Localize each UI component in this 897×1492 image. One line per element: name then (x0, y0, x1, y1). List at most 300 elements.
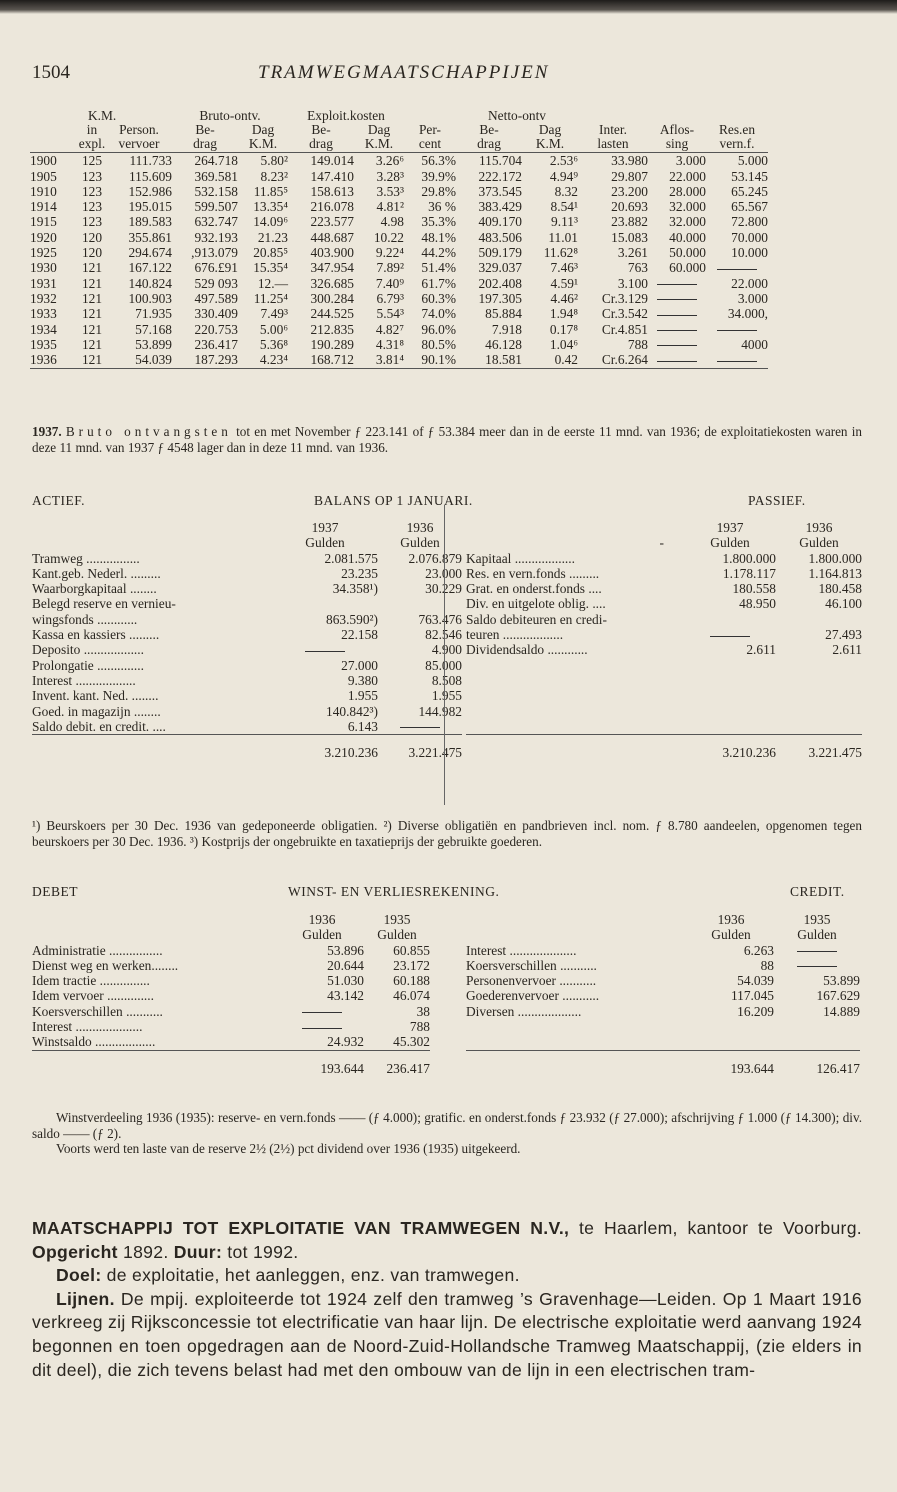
stats-cell: 15.083 (611, 229, 648, 245)
stats-cell: 448.687 (310, 229, 354, 245)
year-cell: 1925 (30, 245, 57, 261)
ledger-value: 2.611 (832, 642, 862, 658)
doel-text: de exploitatie, het aanleggen, enz. van tramwegen. (101, 1265, 520, 1286)
dash-mark (657, 284, 697, 285)
stats-cell: 0.17⁸ (549, 321, 578, 337)
year-cell: 1914 (30, 199, 57, 215)
column-header: Person. (119, 122, 159, 138)
ledger-value: 16.209 (737, 1003, 774, 1019)
dash-mark (717, 330, 757, 331)
ledger-value: 2.081.575 (324, 550, 378, 566)
winst-credit-heading: CREDIT. (790, 884, 845, 899)
credit-total-1936: 193.644 (688, 1050, 774, 1076)
unit-col: Gulden (797, 927, 837, 943)
stats-cell (648, 352, 706, 367)
unit-col: Gulden (711, 927, 751, 943)
ledger-value: 763.476 (418, 611, 462, 627)
stats-cell: 10.000 (731, 245, 768, 261)
ledger-row (32, 612, 462, 627)
stats-cell: Cr.3.129 (601, 290, 648, 306)
stats-cell: 147.410 (310, 168, 354, 184)
stats-cell: 121 (81, 352, 103, 368)
stats-cell: 11.62⁸ (543, 245, 578, 261)
ledger-value: 1.164.813 (808, 565, 862, 581)
year-cell: 1932 (30, 290, 57, 306)
stats-cell: 22.000 (669, 168, 706, 184)
stats-cell: 187.293 (194, 352, 238, 368)
stats-cell: 21.23 (257, 229, 288, 245)
year-cell: 1915 (30, 214, 57, 230)
balans-title: BALANS OP 1 JANUARI. (314, 493, 473, 508)
ledger-value: 51.030 (327, 973, 364, 989)
stats-cell: 8.32 (554, 183, 578, 199)
year-col: 1935 (383, 912, 411, 927)
running-title: TRAMWEGMAATSCHAPPIJEN (258, 62, 550, 83)
ledger-value (774, 943, 860, 958)
ledger-value: 1.800.000 (808, 550, 862, 566)
dash-mark (657, 315, 697, 316)
stats-cell: 22.000 (731, 275, 768, 291)
ledger-value: 22.158 (341, 627, 378, 643)
stats-body (30, 153, 768, 368)
stats-cell (648, 306, 706, 321)
ledger-value: 38 (416, 1003, 430, 1019)
stats-cell: 4.81² (376, 199, 404, 215)
stats-cell: 54.039 (135, 352, 172, 368)
ledger-label: Dividendsaldo ............ (466, 642, 588, 658)
stats-cell: 4000 (741, 336, 768, 352)
stats-cell: 8.23² (260, 168, 288, 184)
stats-cell: 29.807 (611, 168, 648, 184)
note-label: Bruto ontvangsten (65, 424, 232, 439)
winst-debet-heading: DEBET (32, 884, 78, 899)
stats-cell: 326.685 (310, 275, 354, 291)
ledger-row (466, 988, 860, 1003)
year-cell: 1934 (30, 321, 57, 337)
stats-cell: 32.000 (669, 214, 706, 230)
unit-col: Gulden (400, 535, 440, 551)
stats-row (30, 260, 768, 275)
stats-cell: 532.158 (194, 183, 238, 199)
ledger-label: wingsfonds ............ (32, 611, 138, 627)
column-header: drag (477, 136, 501, 152)
stats-cell: 140.824 (128, 275, 172, 291)
ledger-label: Prolongatie .............. (32, 657, 144, 673)
column-header: Be- (311, 122, 331, 138)
stats-cell: 4.94⁹ (549, 168, 578, 184)
stats-cell: 14.09⁶ (253, 214, 288, 230)
balans-passief-table (466, 520, 862, 760)
stats-cell: 65.567 (731, 199, 768, 215)
column-header: in (86, 122, 98, 138)
group-netto: Netto-ontv (487, 108, 546, 123)
ledger-row (32, 658, 462, 673)
ledger-value: 4.900 (431, 642, 462, 658)
stats-cell (648, 291, 706, 306)
ledger-label: Tramweg ................ (32, 550, 140, 566)
opgericht-value: 1892. (117, 1241, 174, 1262)
stats-cell: 121 (81, 336, 103, 352)
year-col: 1936 (717, 912, 745, 927)
ledger-label: Div. en uitgelote oblig. .... (466, 596, 606, 612)
year-col: 1936 (805, 520, 833, 535)
ledger-row (466, 958, 860, 973)
stats-cell: 11.25⁴ (253, 290, 288, 306)
stats-cell: 13.35⁴ (253, 199, 288, 215)
ledger-row (32, 1034, 430, 1050)
stats-cell: ,913.079 (191, 245, 238, 261)
ledger-value: 46.074 (393, 988, 430, 1004)
column-header: vervoer (118, 136, 160, 152)
stats-cell: 46.128 (485, 336, 522, 352)
stats-row (30, 153, 768, 169)
stats-cell: 4.82⁷ (375, 321, 404, 337)
stats-cell: 202.408 (478, 275, 522, 291)
ledger-value: 140.842³) (326, 703, 378, 719)
column-header: K.M. (248, 136, 278, 152)
ledger-value: 2.611 (746, 642, 776, 658)
stats-cell: 121 (81, 306, 103, 322)
column-header: Be- (479, 122, 499, 138)
year-cell: 1930 (30, 260, 57, 276)
stats-cell: 5.80² (260, 153, 288, 169)
stats-cell: 32.000 (669, 199, 706, 215)
stats-cell: 763 (627, 260, 648, 276)
ledger-value: 27.000 (341, 657, 378, 673)
ledger-value: 53.899 (823, 973, 860, 989)
column-header: Be- (195, 122, 215, 138)
stats-cell: 90.1% (421, 352, 456, 368)
ledger-row (32, 642, 462, 657)
stats-cell: 236.417 (194, 336, 238, 352)
stats-cell: 300.284 (310, 290, 354, 306)
winst-debet-table (32, 912, 430, 1076)
unit-col: Gulden (305, 535, 345, 551)
ledger-value: 45.302 (393, 1034, 430, 1050)
ledger-row (466, 1004, 860, 1019)
stats-cell: 347.954 (310, 260, 354, 276)
page-number: 1504 (32, 62, 70, 83)
stats-cell: 4.46² (550, 290, 578, 306)
ledger-row (466, 642, 862, 657)
stats-row (30, 245, 768, 260)
dash-mark (657, 299, 697, 300)
stats-cell: 121 (81, 321, 103, 337)
ledger-label: Winstsaldo .................. (32, 1034, 156, 1050)
unit-col: Gulden (799, 535, 839, 551)
dash-mark (710, 636, 750, 637)
ledger-row (32, 551, 462, 566)
stats-cell: 383.429 (478, 199, 522, 215)
note-1937 (32, 424, 862, 455)
debet-total-1936: 193.644 (280, 1050, 364, 1076)
stats-cell: 10.22 (373, 229, 404, 245)
stats-cell: 123 (81, 168, 103, 184)
column-header: Dag (538, 122, 562, 138)
ledger-value: 60.188 (393, 973, 430, 989)
stats-cell: 35.3% (421, 214, 456, 230)
stats-cell: 56.3% (421, 153, 456, 169)
ledger-row (32, 627, 462, 642)
ledger-label: Idem tractie ............... (32, 973, 150, 989)
group-exploit: Exploit.kosten (307, 108, 385, 123)
stats-cell: 72.800 (731, 214, 768, 230)
stats-cell: 120 (81, 245, 103, 261)
ledger-label: Saldo debit. en credit. .... (32, 718, 166, 734)
dash-mark (400, 727, 440, 728)
column-header: Dag (251, 122, 275, 138)
stats-cell: 5.54³ (376, 306, 404, 322)
stats-cell: 5.000 (737, 153, 768, 169)
ledger-value: 60.855 (393, 942, 430, 958)
stats-cell: 53.899 (135, 336, 172, 352)
stats-cell: 3.28³ (376, 168, 404, 184)
ledger-label: Res. en vern.fonds ......... (466, 565, 600, 581)
ledger-value: 6.263 (743, 942, 774, 958)
column-header: expl. (78, 136, 106, 152)
dash-mark (797, 951, 837, 952)
stats-cell: 9.22⁴ (375, 245, 404, 261)
column-header: lasten (597, 136, 629, 152)
stats-cell: 20.85⁵ (253, 245, 288, 261)
ledger-value: 167.629 (816, 988, 860, 1004)
balans-passief-heading: PASSIEF. (748, 493, 806, 508)
passief-total-1936: 3.221.475 (776, 735, 862, 761)
year-cell: 1900 (30, 153, 57, 169)
passief-total-1937: 3.210.236 (684, 735, 776, 761)
ledger-label: Dienst weg en werken........ (32, 957, 179, 973)
year-cell: 1933 (30, 306, 57, 322)
ledger-value: 85.000 (425, 657, 462, 673)
stats-cell: 4.59¹ (550, 275, 578, 291)
stats-cell: 85.884 (485, 306, 522, 322)
stats-cell: 329.037 (478, 260, 522, 276)
column-header: Dag (367, 122, 391, 138)
unit-col: Gulden (377, 927, 417, 943)
stats-cell: 6.79³ (376, 290, 404, 306)
ledger-label: Interest .................. (32, 672, 136, 688)
ledger-value (774, 958, 860, 973)
dash-mark (305, 651, 345, 652)
ledger-value: 1.955 (347, 688, 378, 704)
stats-cell: 120 (81, 229, 103, 245)
stats-cell: 123 (81, 183, 103, 199)
dash-mark (657, 345, 697, 346)
stats-cell: 28.000 (669, 183, 706, 199)
column-header: drag (193, 136, 217, 152)
stats-cell: 152.986 (128, 183, 172, 199)
stats-cell: 355.861 (128, 229, 172, 245)
ledger-value: 53.896 (327, 942, 364, 958)
ledger-row (32, 596, 462, 611)
ledger-value (776, 612, 862, 627)
year-col: 1936 (406, 520, 434, 535)
statistics-table (30, 108, 768, 369)
ledger-label: Invent. kant. Ned. ........ (32, 688, 159, 704)
stats-cell: Cr.6.264 (601, 352, 648, 368)
winstverdeeling-1: Winstverdeeling 1936 (1935): reserve- en vern.fonds —— (ƒ 4.000); gratific. en onderst.fonds ƒ 23.932 (ƒ 27.000); afschrijving ƒ 1.000 (ƒ 14.300); div. saldo —— (ƒ 2). (32, 1110, 862, 1141)
ledger-value: 1.800.000 (722, 550, 776, 566)
ledger-row (466, 612, 862, 627)
ledger-row (466, 581, 862, 596)
stats-cell (706, 322, 768, 337)
stats-cell: 497.589 (194, 290, 238, 306)
stats-cell: 71.935 (135, 306, 172, 322)
ledger-row (466, 973, 860, 988)
ledger-value (684, 627, 776, 642)
stats-cell: 3.000 (675, 153, 706, 169)
stats-row (30, 169, 768, 184)
stats-cell: 3.26⁶ (375, 153, 404, 169)
stats-cell: 3.000 (737, 290, 768, 306)
stats-cell: 403.900 (310, 245, 354, 261)
stats-cell: 189.583 (128, 214, 172, 230)
ledger-label: Personenvervoer ........... (466, 973, 597, 989)
winst-title: WINST- EN VERLIESREKENING. (288, 884, 500, 899)
ledger-label: Administratie ................ (32, 942, 163, 958)
column-header: Aflos- (659, 122, 695, 138)
ledger-label: Diversen ................... (466, 1003, 582, 1019)
stats-cell: 50.000 (669, 245, 706, 261)
ledger-value: 788 (409, 1019, 430, 1035)
stats-cell: 39.9% (421, 168, 456, 184)
stats-cell (706, 260, 768, 275)
stats-cell (648, 337, 706, 352)
stats-cell: 23.882 (611, 214, 648, 230)
ledger-label: Goed. in magazijn ........ (32, 703, 161, 719)
stats-cell: 483.506 (478, 229, 522, 245)
stats-cell: 220.753 (194, 321, 238, 337)
stats-row (30, 337, 768, 352)
year-cell: 1935 (30, 336, 57, 352)
column-header: Per- (418, 122, 442, 138)
stats-cell: 222.172 (478, 168, 522, 184)
stats-cell: 2.53⁶ (549, 153, 578, 169)
ledger-label: Deposito .................. (32, 642, 144, 658)
stats-cell: 115.609 (128, 168, 172, 184)
column-header: cent (418, 136, 442, 152)
credit-total-1935: 126.417 (774, 1050, 860, 1076)
ledger-row (32, 1019, 430, 1034)
stats-cell: 53.145 (731, 168, 768, 184)
ledger-value: 8.508 (431, 672, 462, 688)
stats-cell (648, 276, 706, 291)
dash-mark (797, 966, 837, 967)
ledger-value: 43.142 (327, 988, 364, 1004)
dash-mark (302, 1028, 342, 1029)
stats-cell (706, 352, 768, 367)
ledger-value (280, 1019, 364, 1034)
ledger-label: Kassa en kassiers ......... (32, 627, 160, 643)
stats-cell: 121 (81, 290, 103, 306)
stats-cell: 7.918 (491, 321, 522, 337)
stats-cell: 7.89² (376, 260, 404, 276)
stats-cell: 788 (627, 336, 648, 352)
ledger-value (272, 596, 378, 611)
dash-mark (302, 1012, 342, 1013)
actief-total-1937: 3.210.236 (272, 735, 378, 761)
stats-cell: 123 (81, 214, 103, 230)
group-km: K.M. (88, 108, 117, 123)
stats-cell: 7.40⁹ (375, 275, 404, 291)
stats-cell: 20.693 (611, 199, 648, 215)
stats-group-header (30, 108, 768, 123)
stats-cell: 3.81⁴ (375, 352, 404, 368)
ledger-value (272, 642, 378, 657)
ledger-value: 54.039 (737, 973, 774, 989)
stats-cell: 36 % (428, 199, 456, 215)
ledger-value: 23.172 (393, 957, 430, 973)
unit-col: Gulden (302, 927, 342, 943)
ledger-value: 6.143 (347, 718, 378, 734)
stats-row (30, 184, 768, 199)
ledger-row (32, 1004, 430, 1019)
lijnen-label: Lijnen. (56, 1288, 115, 1309)
ledger-value: 30.229 (425, 581, 462, 597)
year-cell: 1905 (30, 168, 57, 184)
stats-cell: 3.261 (617, 245, 648, 261)
stats-cell: 294.674 (128, 245, 172, 261)
ledger-row (32, 581, 462, 596)
ledger-value: 863.590²) (326, 611, 378, 627)
stats-cell: 932.193 (194, 229, 238, 245)
ledger-value: 9.380 (347, 672, 378, 688)
ledger-value (684, 612, 776, 627)
stray-mark: - (659, 535, 664, 551)
column-header: Res.en (718, 122, 756, 138)
stats-cell: 1.04⁶ (549, 336, 578, 352)
stats-cell: 48.1% (421, 229, 456, 245)
ledger-value: 144.982 (418, 703, 462, 719)
stats-cell: 197.305 (478, 290, 522, 306)
stats-cell: 123 (81, 199, 103, 215)
debet-total-1935: 236.417 (364, 1050, 430, 1076)
ledger-label: Grat. en onderst.fonds .... (466, 581, 602, 597)
stats-cell: 3.53³ (376, 183, 404, 199)
note-year: 1937. (32, 424, 62, 439)
ledger-label: Kant.geb. Nederl. ......... (32, 565, 161, 581)
stats-cell: 216.078 (310, 199, 354, 215)
stats-row (30, 276, 768, 291)
stats-cell: Cr.4.851 (601, 321, 648, 337)
year-cell: 1931 (30, 275, 57, 291)
stats-row (30, 199, 768, 214)
stats-cell: 12.— (257, 275, 288, 291)
company-name: MAATSCHAPPIJ TOT EXPLOITATIE VAN TRAMWEGEN N.V., (32, 1218, 570, 1238)
stats-cell: 40.000 (669, 229, 706, 245)
stats-cell: 111.733 (129, 153, 172, 169)
ledger-value: 1.955 (431, 688, 462, 704)
stats-cell: 158.613 (310, 183, 354, 199)
balans-actief-heading: ACTIEF. (32, 493, 86, 508)
stats-cell: 23.200 (611, 183, 648, 199)
ledger-row (32, 973, 430, 988)
ledger-row (32, 958, 430, 973)
company-location: te Haarlem, kantoor te Voorburg. (569, 1218, 862, 1238)
column-header: vern.f. (719, 136, 755, 152)
winstverdeeling-2: Voorts werd ten laste van de reserve 2½ (2½) pct dividend over 1936 (1935) uitgekeerd. (56, 1141, 521, 1156)
ledger-value: 46.100 (825, 596, 862, 612)
ledger-value: 24.932 (327, 1034, 364, 1050)
stats-cell: 100.903 (128, 290, 172, 306)
opgericht-label: Opgericht (32, 1241, 118, 1262)
stats-cell: 60.000 (669, 260, 706, 276)
year-cell: 1910 (30, 183, 57, 199)
stats-cell: 3.100 (617, 275, 648, 291)
stats-row (30, 322, 768, 337)
stats-cell: 125 (81, 153, 103, 169)
ledger-value: 180.458 (818, 581, 862, 597)
